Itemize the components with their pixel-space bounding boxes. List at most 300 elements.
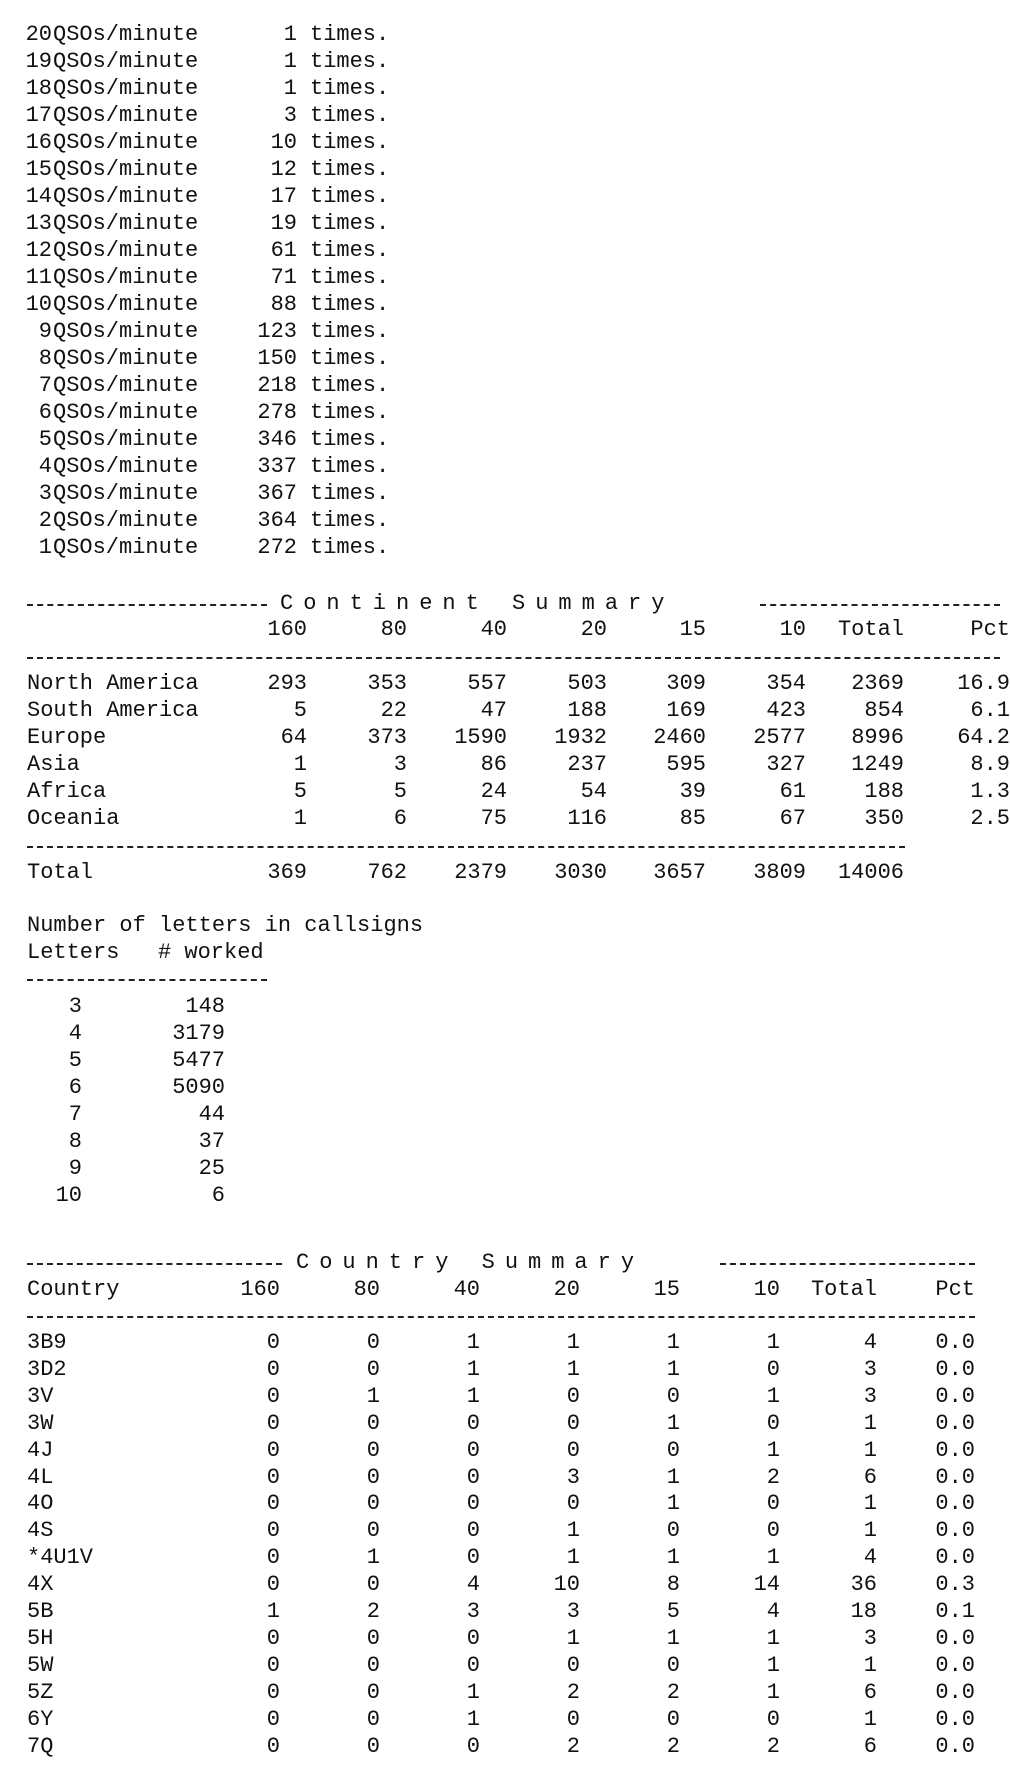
continent-value: 854	[864, 698, 904, 723]
country-row	[0, 1571, 1000, 1598]
rate-suffix: times.	[310, 535, 390, 560]
dashed-rule	[720, 1263, 975, 1265]
rate-suffix: times.	[310, 481, 390, 506]
total-value: 14006	[837, 860, 904, 885]
rate-row	[0, 129, 1000, 156]
rate-row	[0, 426, 1000, 453]
continent-value: 1.3	[970, 779, 1010, 804]
continent-value: 595	[666, 752, 706, 777]
worked-count: 5090	[172, 1075, 225, 1100]
continent-value: 188	[567, 698, 607, 723]
country-value: 0	[666, 1652, 680, 1678]
dashed-rule	[27, 846, 905, 848]
continent-value: 2.5	[970, 806, 1010, 831]
column-header: 80	[353, 1277, 380, 1302]
continent-name: Asia	[27, 752, 80, 777]
country-value: 0	[366, 1652, 380, 1678]
country-value: 1	[566, 1518, 580, 1544]
worked-header-label: # worked	[158, 940, 264, 965]
column-header: 10	[753, 1277, 780, 1302]
rate-suffix: times.	[310, 49, 390, 74]
rate-suffix: times.	[310, 103, 390, 128]
country-name: 3B9	[27, 1330, 67, 1355]
continent-row	[0, 697, 1010, 724]
letters-row	[0, 1155, 1000, 1182]
continent-value: 61	[779, 779, 806, 804]
country-value: 3	[863, 1625, 877, 1651]
rate-times: 88	[270, 292, 297, 317]
rate-times: 1	[283, 22, 297, 47]
country-value: 0	[266, 1652, 280, 1678]
country-value: 3	[566, 1599, 580, 1624]
column-header: Pct	[970, 617, 1010, 642]
continent-value: 24	[480, 779, 507, 804]
rate-unit: QSOs/minute	[53, 373, 199, 398]
rate-times: 123	[257, 319, 297, 344]
country-value: 0	[266, 1464, 280, 1490]
country-value: 1	[766, 1383, 780, 1409]
continent-value: 5	[293, 698, 307, 723]
country-value: 0.0	[935, 1545, 975, 1571]
country-value: 3	[863, 1383, 877, 1409]
continent-name: South America	[27, 698, 199, 723]
continent-value: 67	[779, 806, 806, 831]
continent-row	[0, 670, 1010, 697]
rate-times: 150	[257, 346, 297, 371]
letters-title-line	[0, 912, 1000, 939]
country-value: 18	[850, 1599, 877, 1624]
country-value: 0.0	[935, 1330, 975, 1355]
continent-value: 327	[766, 752, 806, 777]
country-value: 2	[766, 1464, 780, 1490]
country-value: 0	[666, 1437, 680, 1463]
worked-count: 3179	[172, 1021, 225, 1046]
country-row	[0, 1544, 1000, 1571]
continent-value: 39	[679, 779, 706, 804]
country-value: 0	[666, 1706, 680, 1732]
rate-value: 17	[25, 103, 52, 128]
rate-value: 11	[25, 265, 52, 290]
continent-value: 423	[766, 698, 806, 723]
country-value: 0.0	[935, 1383, 975, 1409]
column-header: 80	[380, 617, 407, 642]
rate-unit: QSOs/minute	[53, 157, 199, 182]
continent-value: 309	[666, 671, 706, 696]
rate-unit: QSOs/minute	[53, 319, 199, 344]
country-value: 0	[566, 1491, 580, 1517]
rate-times: 61	[270, 238, 297, 263]
column-header: Total	[837, 617, 904, 642]
continent-value: 5	[293, 779, 307, 804]
rate-times: 218	[257, 373, 297, 398]
continent-value: 373	[367, 725, 407, 750]
country-name: 5W	[27, 1652, 54, 1678]
country-value: 0.0	[935, 1625, 975, 1651]
continent-title: Continent Summary	[280, 591, 675, 616]
continent-value: 47	[480, 698, 507, 723]
country-value: 2	[566, 1733, 580, 1759]
rate-value: 5	[38, 427, 52, 452]
rate-value: 8	[38, 346, 52, 371]
country-value: 0	[566, 1410, 580, 1436]
rate-value: 12	[25, 238, 52, 263]
letter-count: 3	[68, 994, 82, 1019]
column-header: 40	[453, 1277, 480, 1302]
country-name: 3V	[27, 1383, 54, 1409]
country-value: 2	[366, 1599, 380, 1624]
rate-row	[0, 183, 1000, 210]
country-value: 0.0	[935, 1356, 975, 1382]
letters-title: Number of letters in callsigns	[27, 913, 424, 938]
continent-row	[0, 778, 1010, 805]
continent-value: 557	[467, 671, 507, 696]
country-value: 0	[466, 1625, 480, 1651]
country-value: 0	[466, 1518, 480, 1544]
letters-row	[0, 1128, 1000, 1155]
country-name: 4X	[27, 1572, 54, 1598]
country-value: 1	[466, 1356, 480, 1382]
rate-value: 14	[25, 184, 52, 209]
country-value: 1	[466, 1383, 480, 1409]
continent-value: 64	[280, 725, 307, 750]
rate-unit: QSOs/minute	[53, 76, 199, 101]
letter-count: 5	[68, 1048, 82, 1073]
rate-row	[0, 102, 1000, 129]
rate-row	[0, 21, 1000, 48]
country-value: 1	[666, 1464, 680, 1490]
country-value: 0	[366, 1733, 380, 1759]
rate-value: 4	[38, 454, 52, 479]
rate-suffix: times.	[310, 292, 390, 317]
rate-value: 16	[25, 130, 52, 155]
rate-row	[0, 345, 1000, 372]
letters-header-label: Letters	[27, 940, 120, 965]
country-value: 2	[666, 1733, 680, 1759]
rate-suffix: times.	[310, 427, 390, 452]
country-value: 2	[566, 1679, 580, 1705]
country-value: 1	[266, 1599, 280, 1624]
total-value: 3657	[653, 860, 706, 885]
rate-row	[0, 507, 1000, 534]
country-value: 6	[863, 1679, 877, 1705]
country-value: 36	[850, 1572, 877, 1598]
continent-value: 169	[666, 698, 706, 723]
rate-unit: QSOs/minute	[53, 130, 199, 155]
rate-unit: QSOs/minute	[53, 427, 199, 452]
country-value: 0	[466, 1733, 480, 1759]
country-value: 0.0	[935, 1652, 975, 1678]
rate-suffix: times.	[310, 319, 390, 344]
country-value: 4	[863, 1330, 877, 1355]
country-value: 10	[553, 1572, 580, 1598]
rate-suffix: times.	[310, 157, 390, 182]
rate-row	[0, 291, 1000, 318]
country-row	[0, 1679, 1000, 1706]
continent-value: 1	[293, 806, 307, 831]
column-header: 15	[679, 617, 706, 642]
country-value: 0	[766, 1356, 780, 1382]
country-value: 0	[466, 1410, 480, 1436]
continent-value: 8996	[851, 725, 904, 750]
country-value: 0.0	[935, 1518, 975, 1544]
continent-value: 353	[367, 671, 407, 696]
country-value: 14	[753, 1572, 780, 1598]
rate-suffix: times.	[310, 238, 390, 263]
continent-value: 8.9	[970, 752, 1010, 777]
country-value: 0	[466, 1491, 480, 1517]
worked-count: 25	[198, 1156, 225, 1181]
letter-count: 4	[68, 1021, 82, 1046]
continent-row	[0, 805, 1010, 832]
continent-value: 86	[480, 752, 507, 777]
country-value: 1	[466, 1679, 480, 1705]
country-value: 2	[766, 1733, 780, 1759]
country-value: 1	[766, 1545, 780, 1571]
rate-unit: QSOs/minute	[53, 346, 199, 371]
continent-value: 354	[766, 671, 806, 696]
country-value: 4	[863, 1545, 877, 1571]
column-header: 160	[240, 1277, 280, 1302]
rate-suffix: times.	[310, 454, 390, 479]
rate-times: 278	[257, 400, 297, 425]
country-value: 1	[666, 1545, 680, 1571]
country-value: 0	[666, 1518, 680, 1544]
continent-name: North America	[27, 671, 199, 696]
country-value: 1	[766, 1625, 780, 1651]
total-value: 3030	[554, 860, 607, 885]
country-value: 1	[666, 1356, 680, 1382]
rate-unit: QSOs/minute	[53, 508, 199, 533]
continent-name: Africa	[27, 779, 107, 804]
continent-value: 1249	[851, 752, 904, 777]
country-value: 0	[366, 1356, 380, 1382]
country-header-label: Country	[27, 1277, 120, 1302]
country-value: 0	[366, 1572, 380, 1598]
continent-value: 350	[864, 806, 904, 831]
country-value: 1	[766, 1652, 780, 1678]
country-value: 2	[666, 1679, 680, 1705]
rate-value: 13	[25, 211, 52, 236]
rate-unit: QSOs/minute	[53, 265, 199, 290]
country-value: 8	[666, 1572, 680, 1598]
country-name: 3D2	[27, 1356, 67, 1382]
rate-value: 1	[38, 535, 52, 560]
rate-suffix: times.	[310, 373, 390, 398]
country-row	[0, 1517, 1000, 1544]
rate-value: 18	[25, 76, 52, 101]
country-value: 1	[863, 1652, 877, 1678]
country-value: 0	[366, 1491, 380, 1517]
continent-name: Oceania	[27, 806, 120, 831]
country-value: 0	[566, 1383, 580, 1409]
continent-value: 503	[567, 671, 607, 696]
country-value: 0	[766, 1491, 780, 1517]
worked-count: 148	[185, 994, 225, 1019]
country-title: Country Summary	[296, 1250, 645, 1275]
rate-unit: QSOs/minute	[53, 535, 199, 560]
country-value: 0	[566, 1437, 580, 1463]
rate-row	[0, 453, 1000, 480]
country-value: 0.0	[935, 1733, 975, 1759]
rate-times: 1	[283, 76, 297, 101]
continent-header	[0, 616, 1010, 643]
dashed-rule	[27, 1316, 975, 1318]
column-header: 40	[480, 617, 507, 642]
rate-suffix: times.	[310, 265, 390, 290]
country-name: 5H	[27, 1625, 54, 1651]
rate-unit: QSOs/minute	[53, 454, 199, 479]
rate-value: 3	[38, 481, 52, 506]
dashed-rule	[27, 604, 267, 606]
country-name: 4O	[27, 1491, 54, 1517]
letter-count: 8	[68, 1129, 82, 1154]
column-header: 10	[779, 617, 806, 642]
country-value: 0	[666, 1383, 680, 1409]
rate-suffix: times.	[310, 76, 390, 101]
rate-row	[0, 534, 1000, 561]
continent-row	[0, 751, 1010, 778]
rate-suffix: times.	[310, 400, 390, 425]
letters-row	[0, 1020, 1000, 1047]
country-name: 4J	[27, 1437, 54, 1463]
rate-value: 6	[38, 400, 52, 425]
rate-unit: QSOs/minute	[53, 22, 199, 47]
country-value: 0	[266, 1572, 280, 1598]
continent-value: 5	[393, 779, 407, 804]
rate-unit: QSOs/minute	[53, 211, 199, 236]
country-value: 3	[566, 1464, 580, 1490]
country-value: 0	[366, 1706, 380, 1732]
country-value: 1	[566, 1356, 580, 1382]
letters-row	[0, 1182, 1000, 1209]
rate-value: 20	[25, 22, 52, 47]
column-header: 20	[553, 1277, 580, 1302]
continent-value: 6	[393, 806, 407, 831]
letter-count: 10	[55, 1183, 82, 1208]
total-value: 762	[367, 860, 407, 885]
country-row	[0, 1598, 1000, 1625]
country-value: 1	[666, 1625, 680, 1651]
country-value: 1	[566, 1330, 580, 1355]
country-value: 1	[666, 1410, 680, 1436]
country-row	[0, 1356, 1000, 1383]
country-value: 0.3	[935, 1572, 975, 1598]
country-value: 0	[266, 1625, 280, 1651]
country-value: 0.1	[935, 1599, 975, 1624]
rate-row	[0, 372, 1000, 399]
continent-value: 1932	[554, 725, 607, 750]
country-value: 0	[266, 1410, 280, 1436]
rate-row	[0, 399, 1000, 426]
rate-row	[0, 480, 1000, 507]
country-name: 6Y	[27, 1706, 54, 1732]
column-header: 15	[653, 1277, 680, 1302]
rate-value: 19	[25, 49, 52, 74]
letter-count: 7	[68, 1102, 82, 1127]
country-name: 7Q	[27, 1733, 54, 1759]
country-value: 1	[566, 1625, 580, 1651]
country-row	[0, 1464, 1000, 1491]
country-value: 0	[366, 1464, 380, 1490]
country-value: 6	[863, 1733, 877, 1759]
country-value: 1	[466, 1330, 480, 1355]
rate-suffix: times.	[310, 211, 390, 236]
country-value: 0	[366, 1437, 380, 1463]
country-row	[0, 1652, 1000, 1679]
country-row	[0, 1437, 1000, 1464]
country-row	[0, 1733, 1000, 1760]
continent-value: 293	[267, 671, 307, 696]
continent-value: 75	[480, 806, 507, 831]
rate-times: 367	[257, 481, 297, 506]
country-value: 1	[863, 1491, 877, 1517]
country-value: 0	[266, 1679, 280, 1705]
country-row	[0, 1383, 1000, 1410]
continent-value: 237	[567, 752, 607, 777]
letter-count: 9	[68, 1156, 82, 1181]
continent-value: 85	[679, 806, 706, 831]
letters-row	[0, 1074, 1000, 1101]
country-value: 0	[266, 1545, 280, 1571]
country-value: 1	[766, 1679, 780, 1705]
total-value: 3809	[753, 860, 806, 885]
country-value: 0	[766, 1410, 780, 1436]
rate-unit: QSOs/minute	[53, 400, 199, 425]
country-value: 1	[366, 1383, 380, 1409]
rate-unit: QSOs/minute	[53, 49, 199, 74]
country-value: 0	[266, 1330, 280, 1355]
rate-times: 12	[270, 157, 297, 182]
continent-value: 2577	[753, 725, 806, 750]
country-value: 0	[366, 1518, 380, 1544]
rate-row	[0, 264, 1000, 291]
continent-total-row	[0, 859, 1000, 886]
rate-suffix: times.	[310, 346, 390, 371]
country-value: 0	[466, 1464, 480, 1490]
letters-header	[0, 939, 1000, 966]
rate-row	[0, 75, 1000, 102]
country-value: 0	[366, 1410, 380, 1436]
country-value: 0	[466, 1545, 480, 1571]
country-value: 1	[666, 1491, 680, 1517]
country-value: 1	[863, 1410, 877, 1436]
continent-value: 64.2	[957, 725, 1010, 750]
rate-unit: QSOs/minute	[53, 292, 199, 317]
continent-value: 16.9	[957, 671, 1010, 696]
country-value: 1	[366, 1545, 380, 1571]
rate-unit: QSOs/minute	[53, 481, 199, 506]
rate-suffix: times.	[310, 184, 390, 209]
country-row	[0, 1490, 1000, 1517]
country-value: 4	[466, 1572, 480, 1598]
country-name: 5Z	[27, 1679, 54, 1705]
country-value: 0.0	[935, 1491, 975, 1517]
country-value: 0	[366, 1625, 380, 1651]
country-value: 3	[863, 1356, 877, 1382]
rate-value: 15	[25, 157, 52, 182]
rate-times: 346	[257, 427, 297, 452]
country-value: 4	[766, 1599, 780, 1624]
rate-times: 19	[270, 211, 297, 236]
country-value: 6	[863, 1464, 877, 1490]
column-header: 20	[580, 617, 607, 642]
rate-times: 10	[270, 130, 297, 155]
country-value: 1	[766, 1330, 780, 1355]
country-value: 0.0	[935, 1679, 975, 1705]
rate-unit: QSOs/minute	[53, 238, 199, 263]
continent-value: 54	[580, 779, 607, 804]
continent-value: 1590	[454, 725, 507, 750]
